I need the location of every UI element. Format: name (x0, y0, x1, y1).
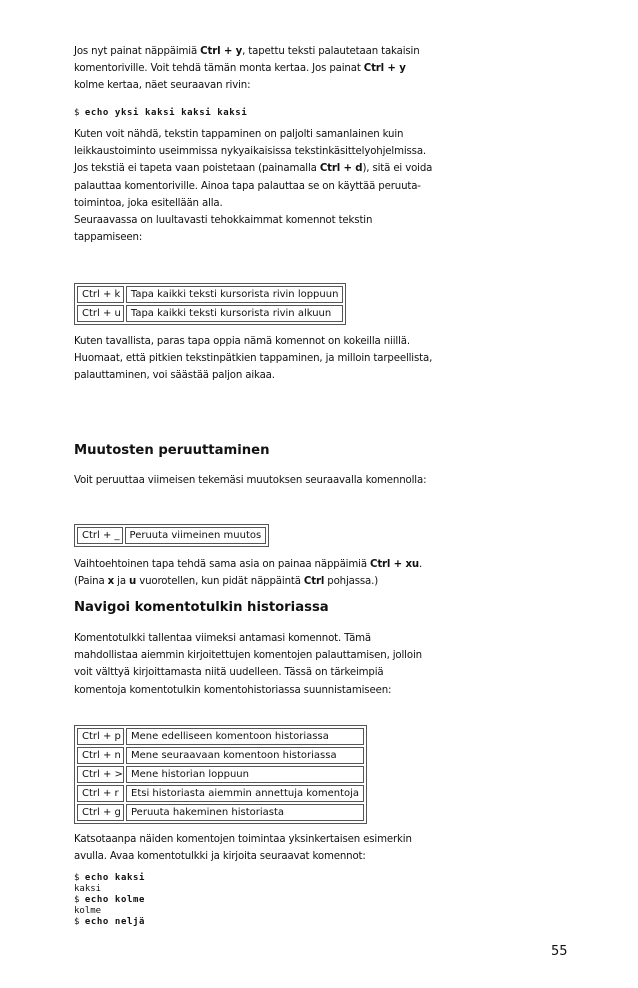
paragraph-kill-commands-intro: Seuraavassa on luultavasti tehokkaimmat komennot tekstin tappamiseen: (74, 215, 373, 244)
description-cell: Mene edelliseen komentoon historiassa (126, 728, 364, 745)
table-row (77, 527, 266, 544)
code-line: $ echo kolme (74, 895, 146, 905)
key-cell: Ctrl + r (77, 785, 124, 802)
description-cell: Peruuta hakeminen historiasta (126, 804, 364, 821)
code-example-1: $ echo yksi kaksi kaksi kaksi (74, 108, 248, 118)
code-example-2 (74, 873, 145, 928)
section-heading-undo: Muutosten peruuttaminen (74, 443, 270, 458)
history-commands-table (74, 725, 367, 824)
key-cell: Ctrl + n (77, 747, 124, 764)
table-row (77, 766, 364, 783)
paragraph-example: Katsotaanpa näiden komentojen toimintaa yksinkertaisen esimerkin avulla. Avaa komentotulkki ja kirjoita seuraavat komennot: (74, 834, 412, 863)
code-output: kaksi (74, 884, 102, 894)
key-cell: Ctrl + k (77, 286, 124, 303)
table-row (77, 286, 343, 303)
table-row (77, 747, 364, 764)
kill-commands-table (74, 283, 346, 325)
code-line: $ echo kaksi (74, 873, 146, 883)
undo-table (74, 524, 269, 547)
table-row (77, 728, 364, 745)
code-output: kolme (74, 906, 102, 916)
key-cell: Ctrl + p (77, 728, 124, 745)
description-cell: Mene historian loppuun (126, 766, 364, 783)
table-row (77, 305, 343, 322)
paragraph-undo: Voit peruuttaa viimeisen tekemäsi muutoksen seuraavalla komennolla: (74, 475, 427, 486)
intro-paragraph: Jos nyt painat näppäimiä Ctrl + y, tapettu teksti palautetaan takaisin komentoriville. Voit tehdä tämän monta kertaa. Jos painat Ctrl + y kolme kertaa, näet seuraavan rivin: (74, 46, 420, 92)
key-cell: Ctrl + > (77, 766, 124, 783)
table-row (77, 804, 364, 821)
description-cell: Tapa kaikki teksti kursorista rivin loppuun (126, 286, 344, 303)
description-cell: Peruuta viimeinen muutos (125, 527, 267, 544)
paragraph-kill-vs-cut: Kuten voit nähdä, tekstin tappaminen on paljolti samanlainen kuin leikkaustoiminto useimmissa nykyaikaisissa tekstinkäsittelyohjelmissa. Jos tekstiä ei tapeta vaan poistetaan (painamalla Ctrl + d), sitä ei voida palauttaa komentoriville. Ainoa tapa palauttaa se on käyttää peruuta- toimintoa, joka esitellään alla. (74, 129, 433, 209)
paragraph-practice: Kuten tavallista, paras tapa oppia nämä komennot on kokeilla niillä. Huomaat, että pitkien tekstinpätkien tappaminen, ja milloin tarpeellista, palauttaminen, voi säästää paljon aikaa. (74, 336, 433, 382)
key-cell: Ctrl + g (77, 804, 124, 821)
paragraph-undo-alternative: Vaihtoehtoinen tapa tehdä sama asia on painaa näppäimiä Ctrl + xu. (Paina x ja u vuorotellen, kun pidät näppäintä Ctrl pohjassa.) (74, 559, 423, 588)
description-cell: Mene seuraavaan komentoon historiassa (126, 747, 364, 764)
section-heading-history: Navigoi komentotulkin historiassa (74, 600, 329, 615)
key-cell: Ctrl + u (77, 305, 124, 322)
table-row (77, 785, 364, 802)
page-number: 55 (551, 944, 568, 959)
paragraph-history: Komentotulkki tallentaa viimeksi antamasi komennot. Tämä mahdollistaa aiemmin kirjoitettujen komentojen palauttamisen, jolloin voit välttyä kirjoittamasta niitä uudelleen. Tässä on tärkeimpiä komentoja komentotulkin komentohistoriassa suunnistamiseen: (74, 633, 422, 696)
description-cell: Etsi historiasta aiemmin annettuja komentoja (126, 785, 364, 802)
code-line: $ echo neljä (74, 917, 146, 927)
key-cell: Ctrl + _ (77, 527, 123, 544)
description-cell: Tapa kaikki teksti kursorista rivin alkuun (126, 305, 344, 322)
